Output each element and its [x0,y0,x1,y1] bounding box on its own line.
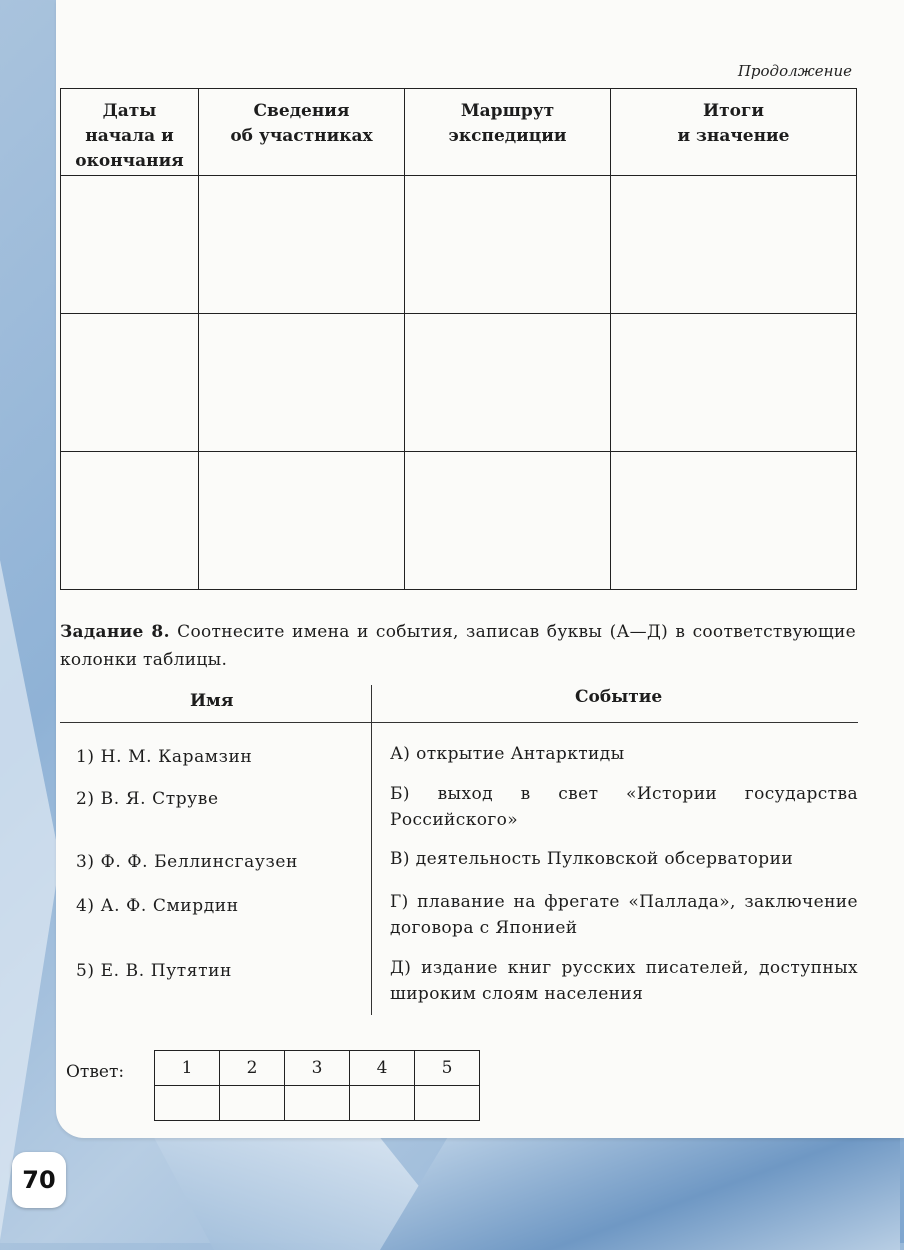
blank-cell[interactable] [405,452,611,590]
blank-cell[interactable] [199,176,405,314]
blank-cell[interactable] [61,452,199,590]
name-item: 5) Е. В. Путятин [76,961,232,981]
answer-cell[interactable] [285,1086,350,1121]
blank-cell[interactable] [611,314,857,452]
task-text: Соотнесите имена и события, записав буквы (А—Д) в соответствующие колонки таблицы. [60,622,856,670]
blank-cell[interactable] [611,176,857,314]
event-item: А) открытие Антарктиды [390,744,625,764]
event-item: Б) выход в свет «Истории государства Российского» [390,784,858,830]
divider [371,685,372,1015]
answer-cell[interactable] [155,1086,220,1121]
table-header-row [61,89,857,176]
event-item: В) деятельность Пулковской обсерватории [390,849,794,869]
answer-number-row [155,1051,480,1086]
column-header-name: Имя [190,691,234,711]
table-row [61,314,857,452]
answer-table [154,1050,480,1121]
blank-cell[interactable] [61,176,199,314]
page-number: 70 [12,1152,66,1208]
continuation-label: Продолжение [737,62,852,80]
blank-cell[interactable] [199,314,405,452]
name-item: 2) В. Я. Струве [76,789,219,809]
column-header-event: Событие [575,687,663,707]
answer-number: 5 [415,1051,480,1086]
name-item: 1) Н. М. Карамзин [76,747,253,767]
divider [60,722,858,723]
answer-cell[interactable] [220,1086,285,1121]
header-dates: Даты начала и окончания [61,89,199,176]
blank-cell[interactable] [199,452,405,590]
name-item: 4) А. Ф. Смирдин [76,896,239,916]
task-label: Задание 8. [60,622,170,642]
answer-number: 1 [155,1051,220,1086]
answer-cell[interactable] [350,1086,415,1121]
answer-number: 3 [285,1051,350,1086]
header-results: Итоги и значение [611,89,857,176]
answer-number: 2 [220,1051,285,1086]
workbook-page [56,0,904,1138]
background-shape [0,560,60,1240]
expedition-table [60,88,857,590]
blank-cell[interactable] [61,314,199,452]
blank-cell[interactable] [405,314,611,452]
table-row [61,176,857,314]
background-shape [380,1120,900,1250]
blank-cell[interactable] [405,176,611,314]
answer-cell[interactable] [415,1086,480,1121]
header-participants: Сведения об участниках [199,89,405,176]
task-8-instruction [60,618,856,674]
table-row [61,452,857,590]
answer-number: 4 [350,1051,415,1086]
header-route: Маршрут экспедиции [405,89,611,176]
answer-label: Ответ: [66,1062,125,1082]
event-item: Г) плавание на фрегате «Паллада», заключение договора с Японией [390,892,858,938]
answer-input-row [155,1086,480,1121]
name-item: 3) Ф. Ф. Беллинсгаузен [76,852,298,872]
blank-cell[interactable] [611,452,857,590]
matching-table [60,685,858,1015]
event-item: Д) издание книг русских писателей, доступных широким слоям населения [390,958,858,1004]
